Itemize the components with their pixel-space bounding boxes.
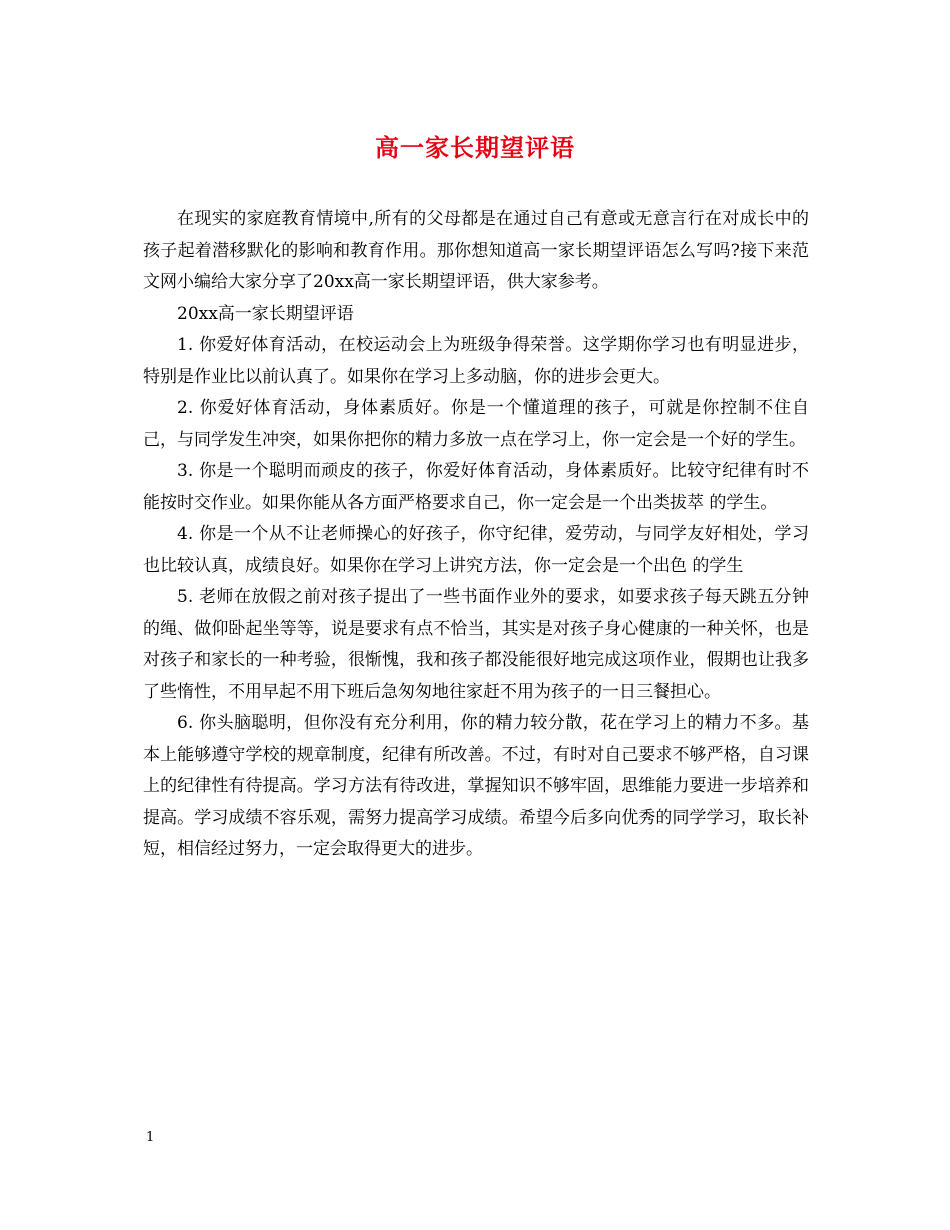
comment-item-1: 1. 你爱好体育活动，在校运动会上为班级争得荣誉。这学期你学习也有明显进步，特别是作业比以前认真了。如果你在学习上多动脑，你的进步会更大。	[143, 335, 809, 387]
document-title: 高一家长期望评语	[375, 133, 575, 162]
comment-item-2: 2. 你爱好体育活动，身体素质好。你是一个懂道理的孩子，可就是你控制不住自己，与同学发生冲突，如果你把你的精力多放一点在学习上，你一定会是一个好的学生。	[143, 398, 809, 450]
section-heading: 20xx高一家长期望评语	[177, 303, 354, 324]
comment-item-5: 5. 老师在放假之前对孩子提出了一些书面作业外的要求，如要求孩子每天跳五分钟的绳、做仰卧起坐等等，说是要求有点不恰当，其实是对孩子身心健康的一种关怀，也是对孩子和家长的一种考验，很惭愧，我和孩子都没能很好地完成这项作业，假期也让我多了些惰性，不用早起不用下班后急匆匆地往家赶不用为孩子的一日三餐担心。	[143, 587, 809, 702]
comment-item-3: 3. 你是一个聪明而顽皮的孩子，你爱好体育活动，身体素质好。比较守纪律有时不能按时交作业。如果你能从各方面严格要求自己，你一定会是一个出类拔萃 的学生。	[143, 461, 809, 513]
document-body	[143, 204, 809, 866]
comment-item-4: 4. 你是一个从不让老师操心的好孩子，你守纪律，爱劳动，与同学友好相处，学习也比较认真，成绩良好。如果你在学习上讲究方法，你一定会是一个出色 的学生	[143, 524, 809, 576]
page-number: 1	[146, 1130, 155, 1145]
intro-paragraph: 在现实的家庭教育情境中,所有的父母都是在通过自己有意或无意言行在对成长中的孩子起着潜移默化的影响和教育作用。那你想知道高一家长期望评语怎么写吗?接下来范文网小编给大家分享了20xx高一家长期望评语，供大家参考。	[143, 209, 809, 292]
comment-item-6: 6. 你头脑聪明，但你没有充分利用，你的精力较分散，花在学习上的精力不多。基本上能够遵守学校的规章制度，纪律有所改善。不过，有时对自己要求不够严格，自习课上的纪律性有待提高。学习方法有待改进，掌握知识不够牢固，思维能力要进一步培养和提高。学习成绩不容乐观，需努力提高学习成绩。希望今后多向优秀的同学学习，取长补短，相信经过努力，一定会取得更大的进步。	[143, 713, 809, 859]
